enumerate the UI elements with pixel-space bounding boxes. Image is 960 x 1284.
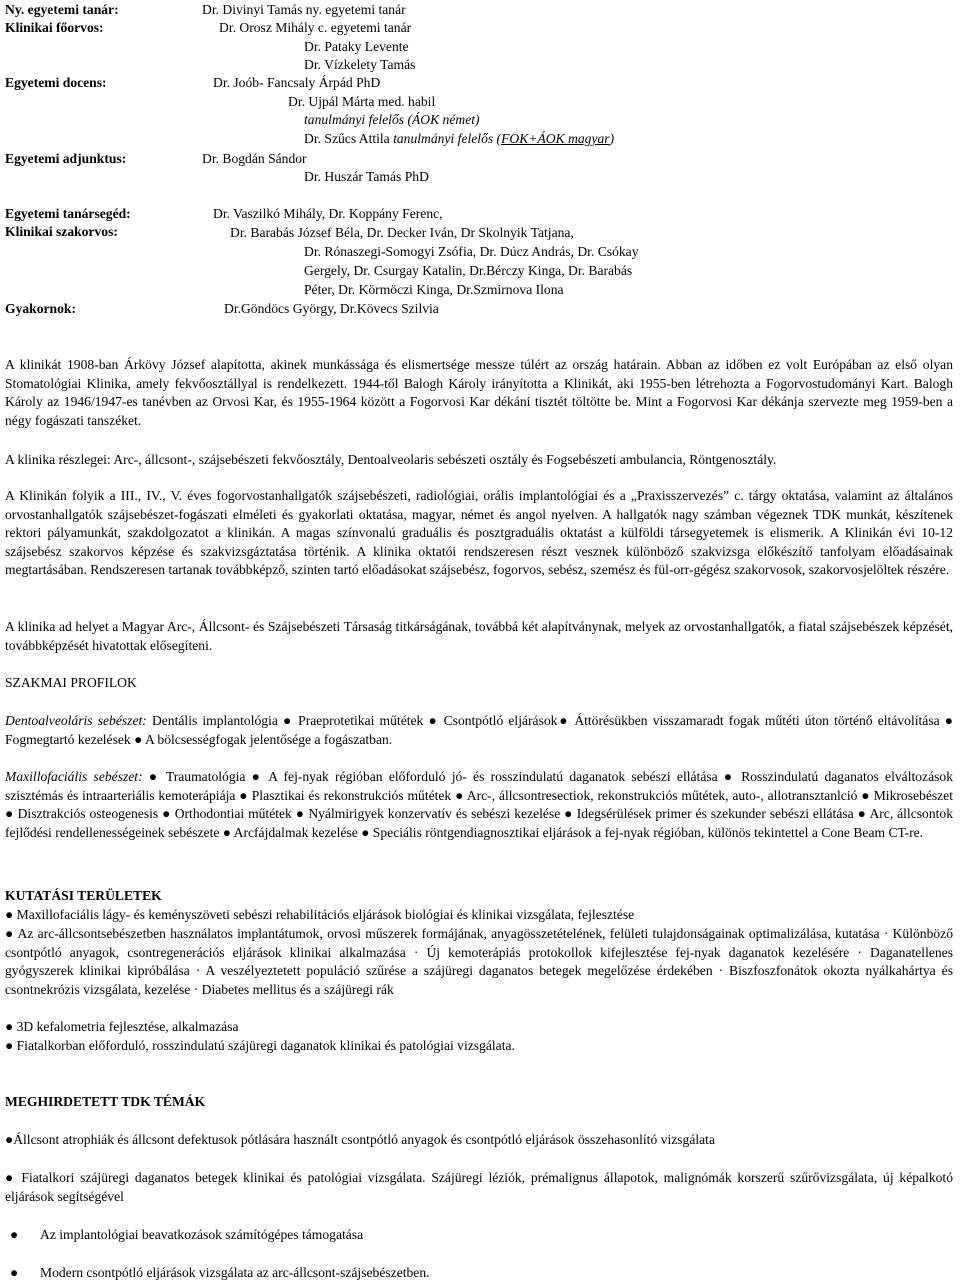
research-item: ● 3D kefalometria fejlesztése, alkalmazása <box>5 1019 239 1034</box>
research-item: ● Maxillofaciális lágy- és keményszöveti sebészi rehabilitációs eljárások biológiai és klinikai vizsgálata, fejlesztése <box>5 907 635 922</box>
staff-name-line: Dr. Vaszilkó Mihály, Dr. Koppány Ferenc, <box>213 206 443 221</box>
staff-name-line: Gergely, Dr. Csurgay Katalin, Dr.Bérczy Kinga, Dr. Barabás <box>304 263 633 278</box>
maxillo-profile-label: Maxillofaciális sebészet: <box>5 769 143 784</box>
profiles-heading: SZAKMAI PROFILOK <box>5 675 137 690</box>
staff-name-line: Péter, Dr. Körmöczi Kinga, Dr.Szmirnova Ilona <box>304 282 564 297</box>
dento-profile-label: Dentoalveoláris sebészet: <box>5 713 147 728</box>
maxillo-profile-paragraph <box>5 768 953 842</box>
staff-role-line: tanulmányi felelős (ÁOK német) <box>304 112 480 127</box>
label-klinikai-foorvos: Klinikai főorvos: <box>5 20 104 35</box>
tdk-item: Az implantológiai beavatkozások számítógépes támogatása <box>40 1227 364 1242</box>
staff-name-line: Dr. Orosz Mihály c. egyetemi tanár <box>219 20 412 35</box>
research-item: ● Az arc-állcsontsebészetben használatos implantátumok, orvosi műszerek formájának, anyagösszetételének, felületi tulajdonságainak optimalizálása, kutatása · Különböző csontpótló anyagok, csontregenerációs eljárások klinikai alkalmazása · Új kemoterápiás protokollok kifejlesztése fej-nyak daganatok kezelésére · Daganatellenes gyógyszerek klinikai kipróbálása · A veszélyeztetett populáció szűrése a szájüregi daganatos betegek megelőzése érdekében · Biszfoszfonátok okozta nyálkahártya és csontnekrózis vizsgálata, kezelése · Diabetes mellitus és a szájüregi rák <box>5 926 953 997</box>
history-paragraph: A klinikát 1908-ban Árkövy József alapította, akinek munkássága és elismertsége messze túlért az ország határain. Abban az időben ez volt Európában az első olyan Stomatológiai Klinika, amely fekvőosztállyal is rendelkezett. 1944-től Balogh Károly irányította a Klinikát, aki 1955-ben létrehozta a Fogorvostudományi Kart. Balogh Károly az 1946/1947-es tanévben az Orvosi Kar, és 1955-1964 között a Fogorvosi Kar dékáni tisztét töltötte be. Mint a Fogorvosi Kar dékánja szervezte meg 1959-ben a négy fogászati tanszéket. <box>5 357 953 428</box>
tdk-item: ● Fiatalkori szájüregi daganatos betegek klinikai és patológiai vizsgálata. Szájüregi léziók, prémalignus állapotok, malignómák korszerű szűrővizsgálata, új képalkotó eljárások segítségével <box>5 1170 953 1204</box>
label-gyakornok: Gyakornok: <box>5 301 77 316</box>
departments-paragraph: A klinika részlegei: Arc-, állcsont-, szájsebészeti fekvőosztály, Dentoalveolaris sebészeti osztály és Fogsebészeti ambulancia, Röntgenosztály. <box>5 452 777 467</box>
research-item: ● Fiatalkorban előforduló, rosszindulatú szájüregi daganatok klinikai és patológiai vizsgálata. <box>5 1038 515 1053</box>
tdk-heading: MEGHIRDETETT TDK TÉMÁK <box>5 1094 206 1109</box>
bullet-icon: ● <box>10 1265 19 1280</box>
label-egyetemi-adjunktus: Egyetemi adjunktus: <box>5 151 127 166</box>
label-klinikai-szakorvos: Klinikai szakorvos: <box>5 224 118 239</box>
staff-name-line: Dr. Pataky Levente <box>304 39 409 54</box>
staff-role-underlined: FOK+ÁOK magyar <box>501 131 610 146</box>
dento-profile-text: Dentális implantológia ● Praeprotetikai műtétek ● Csontpótló eljárások● Áttörésükben visszamaradt fogak műtéti úton történő eltávolítása ● Fogmegtartó kezelések ● A bölcsességfogak jelentősége a fogászatban. <box>5 713 953 747</box>
staff-name-line: Dr. Bogdán Sándor <box>202 151 307 166</box>
label-egyetemi-tanarseged: Egyetemi tanársegéd: <box>5 206 131 221</box>
label-egyetemi-docens: Egyetemi docens: <box>5 75 107 90</box>
staff-name-line: Dr. Ujpál Márta med. habil <box>288 94 436 109</box>
research-heading: KUTATÁSI TERÜLETEK <box>5 888 162 903</box>
staff-name-line: Dr. Rónaszegi-Somogyi Zsófia, Dr. Dúcz András, Dr. Csókay <box>304 244 639 259</box>
bullet-icon: ● <box>10 1227 19 1242</box>
label-ny-egyetemi-tanar: Ny. egyetemi tanár: <box>5 2 119 17</box>
staff-name-line <box>304 130 614 149</box>
staff-role-close: ) <box>609 131 615 146</box>
staff-role: tanulmányi felelős ( <box>393 131 502 146</box>
education-paragraph: A Klinikán folyik a III., IV., V. éves fogorvostanhallgatók szájsebészeti, radiológiai, orális implantológiai és a „Praxisszervezés” c. tárgy oktatása, valamint az általános orvostanhallgatók szájsebészet-fogászati elméleti és gyakorlati oktatása, magyar, német és angol nyelven. A hallgatók nagy számban végeznek TDK munkát, készítenek rektori pályamunkát, szakdolgozatot a klinikán. A magas színvonalú graduális és posztgraduális oktatást a külföldi társegyetemek is elismerik. A Klinikán évi 10-12 szájsebész szakorvos képzése és szakvizsgáztatása történik. A klinika oktatói rendszeresen részt vesznek különböző szakvizsga előkészítő tanfolyam előadásainak megtartásában. Rendszeresen tartanak továbbképző, szinten tartó előadásokat szájsebész, fogorvos, sebész, szemész és fül-orr-gégész szakorvosok, szakorvosjelöltek részére. <box>5 488 953 577</box>
society-paragraph: A klinika ad helyet a Magyar Arc-, Állcsont- és Szájsebészeti Társaság titkárságának, továbbá két alapítványnak, melyek az orvostanhallgatók, a fiatal szájsebészek képzését, továbbképzését hivatottak elősegíteni. <box>5 619 953 653</box>
dento-profile-paragraph <box>5 712 953 749</box>
staff-name-line: Dr. Barabás József Béla, Dr. Decker Iván, Dr Skolnyik Tatjana, <box>230 225 574 240</box>
staff-name-line: Dr.Göndöcs György, Dr.Kövecs Szilvia <box>224 301 439 316</box>
staff-name-line: Dr. Joób- Fancsaly Árpád PhD <box>213 75 381 90</box>
tdk-item: Modern csontpótló eljárások vizsgálata az arc-állcsont-szájsebészetben. <box>40 1265 430 1280</box>
maxillo-profile-text: ● Traumatológia ● A fej-nyak régióban előforduló jó- és rosszindulatú daganatok sebészi ellátása ● Rosszindulatú daganatos elváltozások szisztémás és intraarteriális kemoterápiája ● Plasztikai és rekonstrukciós műtétek ● Arc-, állcsontresectiok, rekonstrukciós műtétek, auto-, allotransztanlció ● Mikrosebészet ● Disztrakciós osteogenesis ● Orthodontiai műtétek ● Nyálmirigyek konzervatív és sebészi kezelése ● Idegsérülések primer és szekunder sebészi ellátása ● Arc, állcsontok fejlődési rendellenességeinek sebészete ● Arcfájdalmak kezelése ● Speciális röntgendiagnosztikai eljárások a fej-nyak régióban, különös tekintettel a Cone Beam CT-re. <box>5 769 953 840</box>
staff-name: Dr. Szűcs Attila <box>304 131 394 146</box>
staff-name-line: Dr. Divinyi Tamás ny. egyetemi tanár <box>202 2 406 17</box>
staff-name-line: Dr. Huszár Tamás PhD <box>304 169 429 184</box>
tdk-item: ●Állcsont atrophiák és állcsont defektusok pótlására használt csontpótló anyagok és csontpótló eljárások összehasonlító vizsgálata <box>5 1132 715 1147</box>
staff-name-line: Dr. Vízkelety Tamás <box>304 57 416 72</box>
